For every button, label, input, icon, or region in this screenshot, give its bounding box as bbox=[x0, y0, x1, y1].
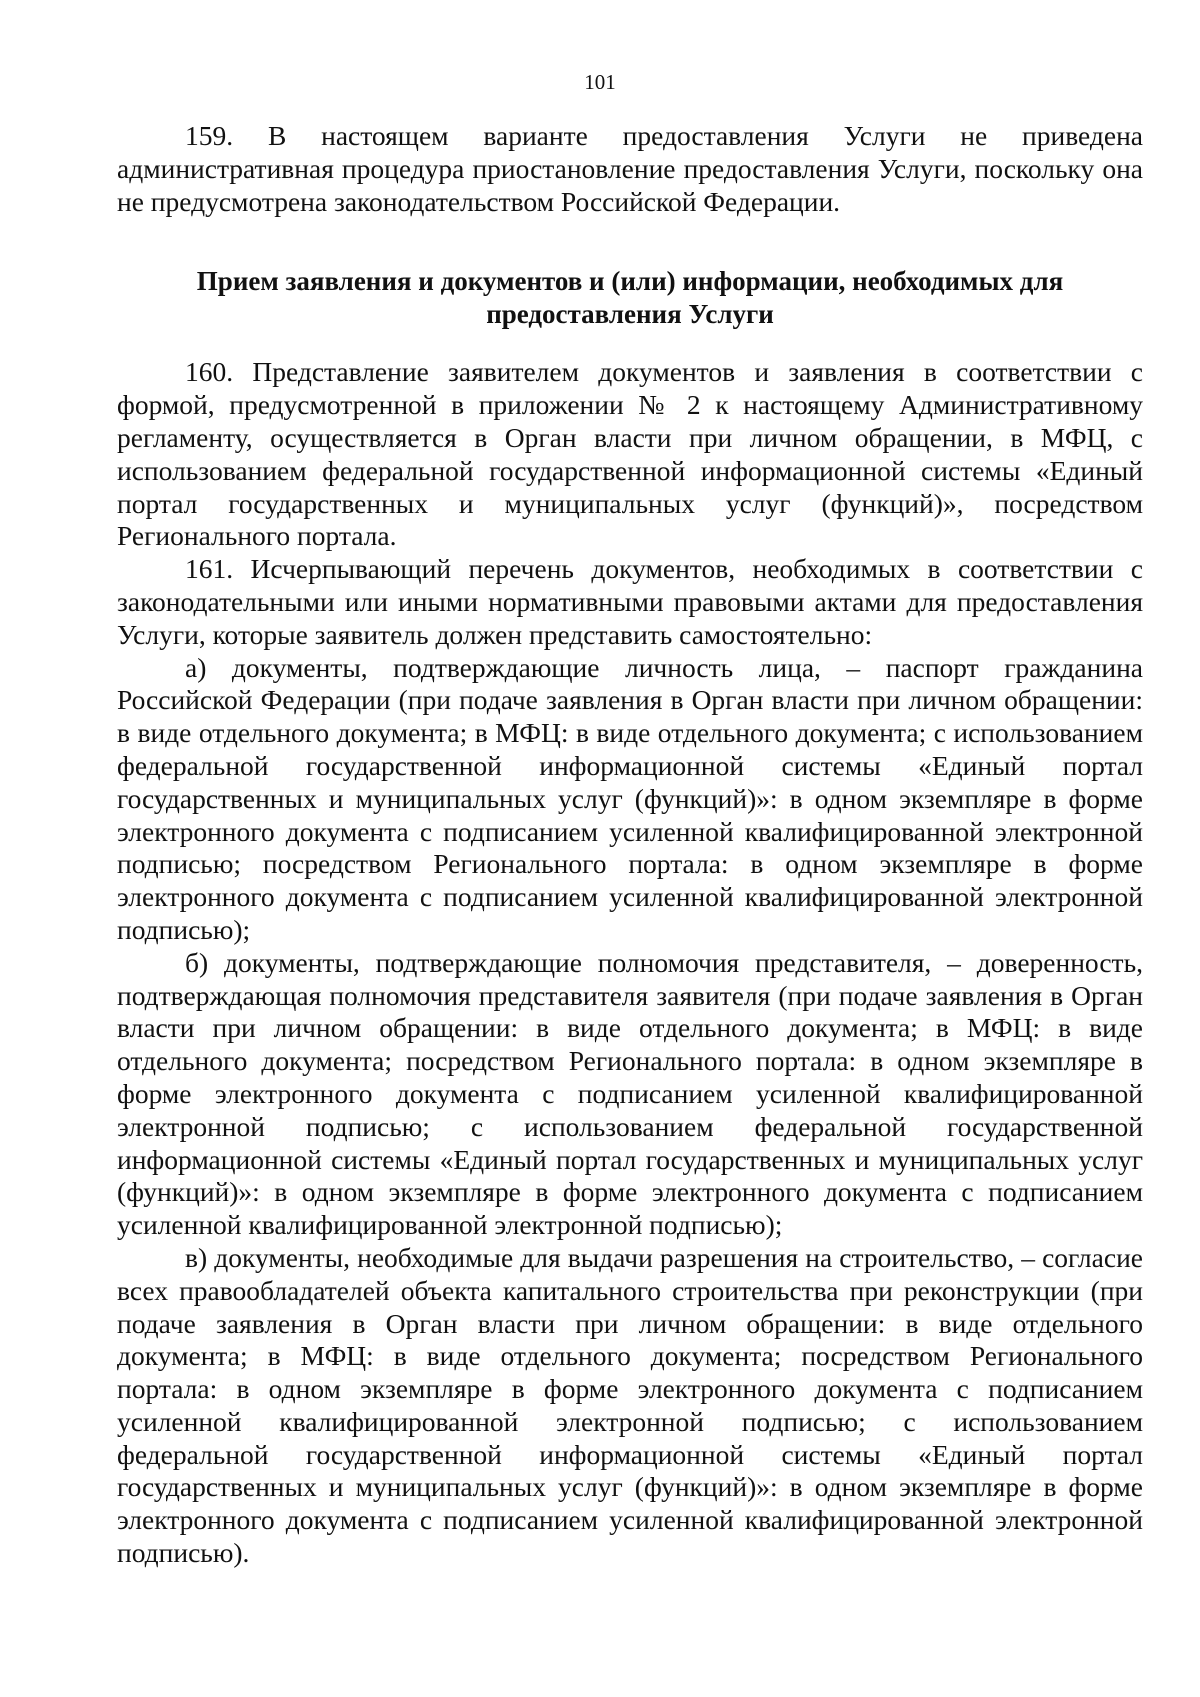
paragraph-159: 159. В настоящем варианте предоставления Услуги не приведена административная процедура приостановление предоставления Услуги, поскольку она не предусмотрена законодательством Российской Федерации. bbox=[117, 120, 1143, 217]
document-body bbox=[117, 120, 1143, 1570]
list-item-a: а) документы, подтверждающие личность лица, – паспорт гражданина Российской Федерации (при подаче заявления в Орган власти при личном обращении: в виде отдельного документа; в МФЦ: в виде отдельного документа; с использованием федеральной государственной информационной системы «Единый портал государственных и муниципальных услуг (функций)»: в одном экземпляре в форме электронного документа с подписанием усиленной квалифицированной электронной подписью; посредством Регионального портала: в одном экземпляре в форме электронного документа с подписанием усиленной квалифицированной электронной подписью); bbox=[117, 651, 1143, 945]
paragraph-161: 161. Исчерпывающий перечень документов, необходимых в соответствии с законодательными или иными нормативными правовыми актами для предоставления Услуги, которые заявитель должен представить самостоятельно: bbox=[117, 553, 1143, 650]
paragraph-160: 160. Представление заявителем документов и заявления в соответствии с формой, предусмотренной в приложении № 2 к настоящему Административному регламенту, осуществляется в Орган власти при личном обращении, в МФЦ, с использованием федеральной государственной информационной системы «Единый портал государственных и муниципальных услуг (функций)», посредством Регионального портала. bbox=[117, 356, 1143, 552]
page-number: 101 bbox=[584, 70, 616, 94]
section-heading: Прием заявления и документов и (или) информации, необходимых для предоставления Услуги bbox=[196, 266, 1064, 330]
list-item-b: б) документы, подтверждающие полномочия представителя, – доверенность, подтверждающая полномочия представителя заявителя (при подаче заявления в Орган власти при личном обращении: в виде отдельного документа; в МФЦ: в виде отдельного документа; посредством Регионального портала: в одном экземпляре в форме электронного документа с подписанием усиленной квалифицированной электронной подписью; с использованием федеральной государственной информационной системы «Единый портал государственных и муниципальных услуг (функций)»: в одном экземпляре в форме электронного документа с подписанием усиленной квалифицированной электронной подписью); bbox=[117, 946, 1143, 1241]
list-item-v: в) документы, необходимые для выдачи разрешения на строительство, – согласие всех правообладателей объекта капитального строительства при реконструкции (при подаче заявления в Орган власти при личном обращении: в виде отдельного документа; в МФЦ: в виде отдельного документа; посредством Регионального портала: в одном экземпляре в форме электронного документа с подписанием усиленной квалифицированной электронной подписью; с использованием федеральной государственной информационной системы «Единый портал государственных и муниципальных услуг (функций)»: в одном экземпляре в форме электронного документа с подписанием усиленной квалифицированной электронной подписью). bbox=[117, 1241, 1143, 1569]
